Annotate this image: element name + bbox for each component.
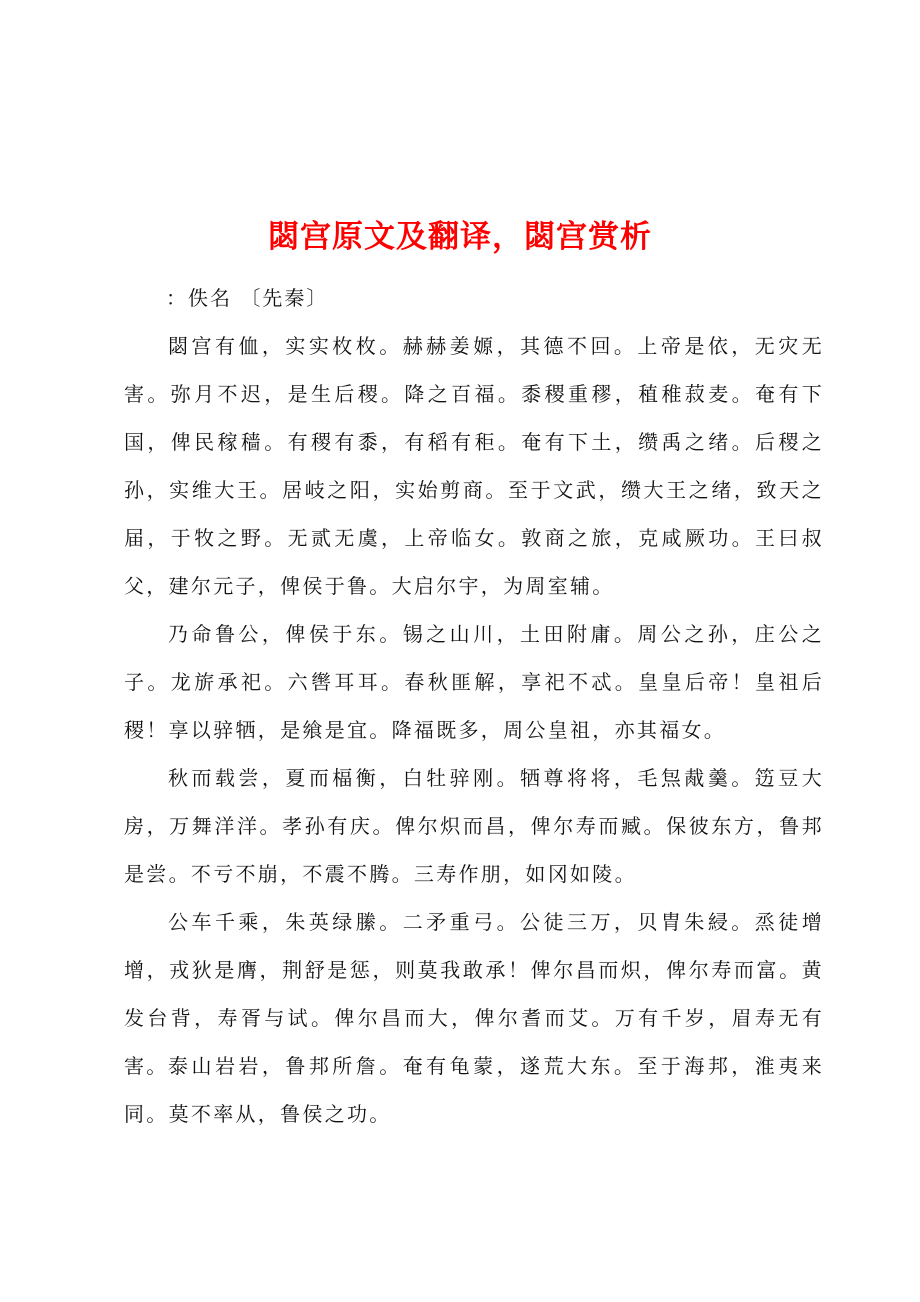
poem-paragraph: 閟宫有侐，实实枚枚。赫赫姜嫄，其德不回。上帝是依，无灾无害。弥月不迟，是生后稷。降之百福。黍稷重穋，稙稚菽麦。奄有下国，俾民稼穑。有稷有黍，有稻有秬。奄有下土，缵禹之绪。后稷之孙，实维大王。居岐之阳，实始剪商。至于文武，缵大王之绪，致天之届，于牧之野。无贰无虞，上帝临女。敦商之旅，克咸厥功。王曰叔父，建尔元子，俾侯于鲁。大启尔宇，为周室辅。 (124, 334, 824, 598)
page-title: 閟宫原文及翻译，閟宫赏析 (268, 218, 652, 255)
poem-paragraph: 秋而载尝，夏而楅衡，白牡骍刚。牺尊将将，毛炰胾羹。笾豆大房，万舞洋洋。孝孙有庆。俾尔炽而昌，俾尔寿而臧。保彼东方，鲁邦是尝。不亏不崩，不震不腾。三寿作朋，如冈如陵。 (124, 766, 824, 886)
poem-paragraph: 乃命鲁公，俾侯于东。锡之山川，土田附庸。周公之孙，庄公之子。龙旂承祀。六辔耳耳。春秋匪解，享祀不忒。皇皇后帝！皇祖后稷！享以骍牺，是飨是宜。降福既多，周公皇祖，亦其福女。 (124, 622, 824, 742)
poem-paragraph: 泰山岩岩，鲁邦所詹。奄有龟蒙，遂荒大东。至于海邦，淮夷来同。莫不率从，鲁侯之功。 (124, 1054, 824, 1126)
author-line: ：佚名 〔先秦〕 (166, 286, 329, 310)
poem-paragraph: 公车千乘，朱英绿縢。二矛重弓。公徒三万，贝胄朱綅。烝徒增增，戎狄是膺，荆舒是惩，则莫我敢承！俾尔昌而炽，俾尔寿而富。黄发台背，寿胥与试。俾尔昌而大，俾尔耆而艾。万有千岁，眉寿无有害。 (124, 910, 824, 1078)
